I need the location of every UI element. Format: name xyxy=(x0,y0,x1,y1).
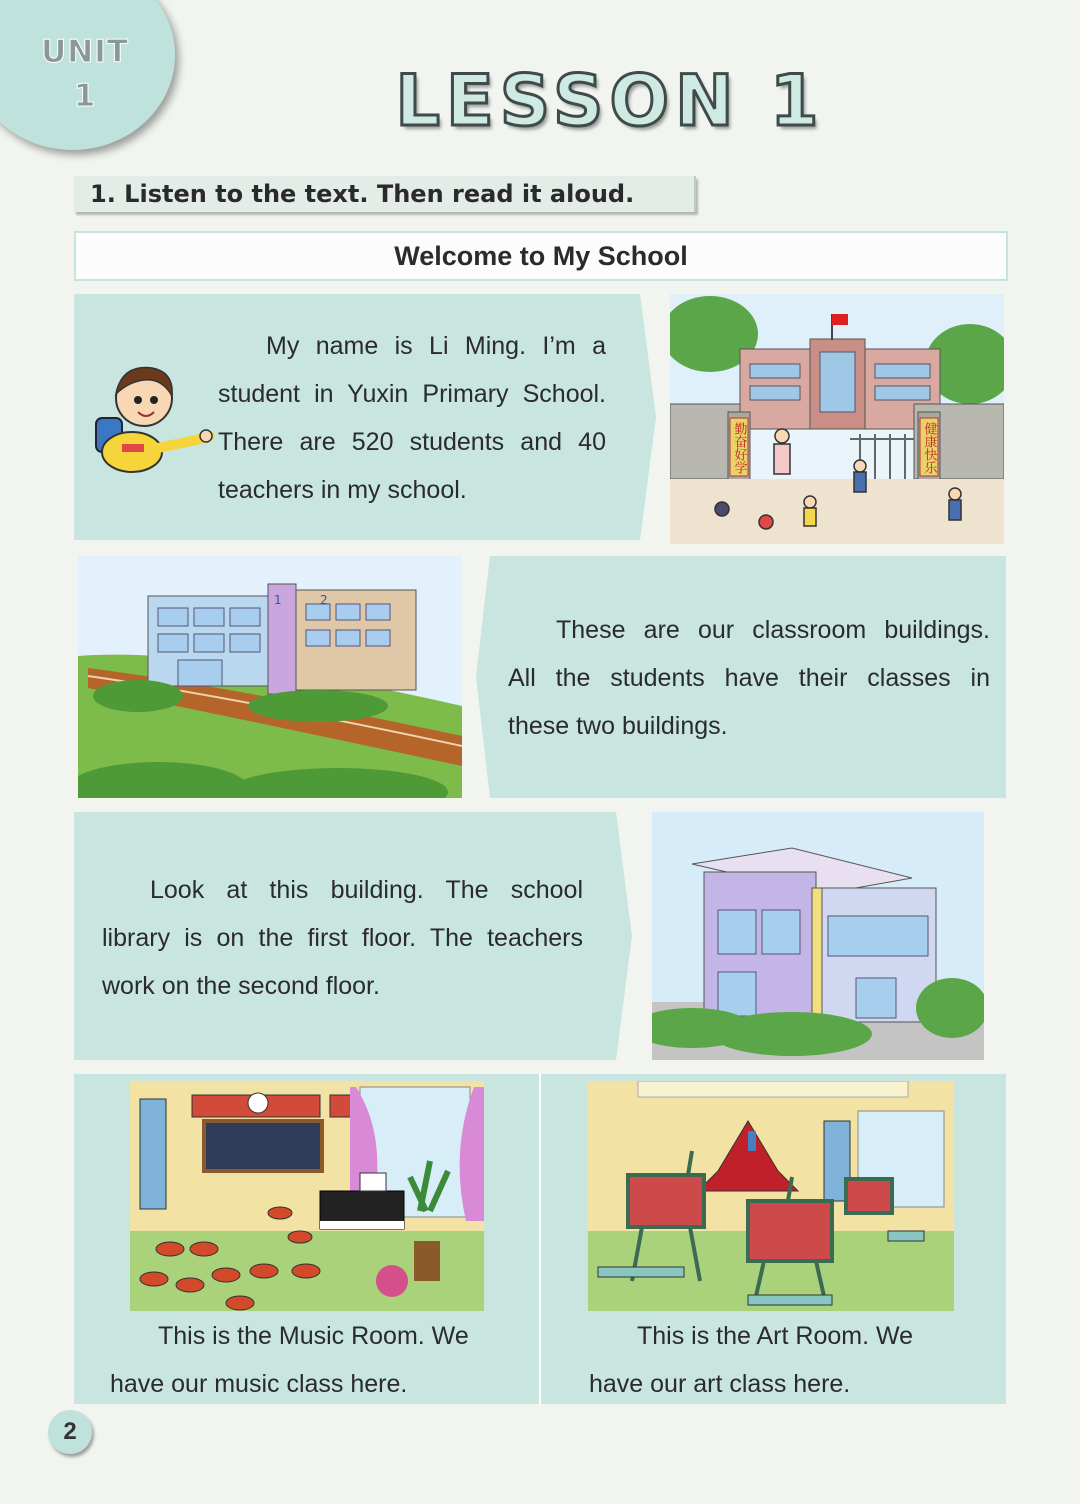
unit-number: 1 xyxy=(73,78,97,114)
page-number: 2 xyxy=(48,1410,92,1454)
classroom-buildings-illustration xyxy=(78,556,462,798)
paragraph-classroom xyxy=(508,606,990,750)
rooms-divider xyxy=(539,1074,541,1404)
paragraph-intro-line-2: student in Yuxin Primary School. xyxy=(218,380,606,408)
paragraph-intro-line-1: My name is Li Ming. I’m a xyxy=(266,332,606,360)
paragraph-library xyxy=(102,866,583,1010)
building-number-2: 2 xyxy=(320,593,328,607)
art-room-caption-line-2: have our art class here. xyxy=(589,1370,851,1398)
paragraph-classroom-line-3: these two buildings. xyxy=(508,712,728,740)
art-room-illustration xyxy=(588,1081,954,1311)
instruction-banner xyxy=(74,176,696,212)
instruction-text: 1. Listen to the text. Then read it aloud. xyxy=(90,180,635,208)
text-title-box xyxy=(74,231,1008,281)
music-room-caption-line-2: have our music class here. xyxy=(110,1370,408,1398)
building-number-1: 1 xyxy=(274,593,282,607)
music-room-caption xyxy=(110,1312,510,1408)
music-room-illustration xyxy=(130,1081,484,1311)
paragraph-intro-line-3: There are 520 students and 40 xyxy=(218,428,606,456)
school-gate-illustration xyxy=(670,294,1004,544)
music-room-caption-line-1: This is the Music Room. We xyxy=(158,1322,469,1350)
paragraph-intro xyxy=(218,322,606,514)
paragraph-library-line-2: library is on the first floor. The teachers xyxy=(102,924,583,952)
unit-badge xyxy=(0,0,175,150)
library-building-illustration xyxy=(652,812,984,1060)
gate-sign-left: 勤奋好学 xyxy=(731,422,747,474)
boy-illustration xyxy=(92,356,214,476)
unit-label: UNIT xyxy=(41,34,129,70)
paragraph-library-line-1: Look at this building. The school xyxy=(150,876,583,904)
lesson-title: LESSON 1 xyxy=(395,60,825,142)
text-title: Welcome to My School xyxy=(394,241,688,271)
paragraph-intro-line-4: teachers in my school. xyxy=(218,476,467,504)
gate-sign-right: 健康快乐 xyxy=(921,422,937,474)
art-room-caption-line-1: This is the Art Room. We xyxy=(637,1322,914,1350)
paragraph-classroom-line-2: All the students have their classes in xyxy=(508,664,990,692)
paragraph-classroom-line-1: These are our classroom buildings. xyxy=(556,616,990,644)
art-room-caption xyxy=(589,1312,989,1408)
paragraph-library-line-3: work on the second floor. xyxy=(102,972,380,1000)
